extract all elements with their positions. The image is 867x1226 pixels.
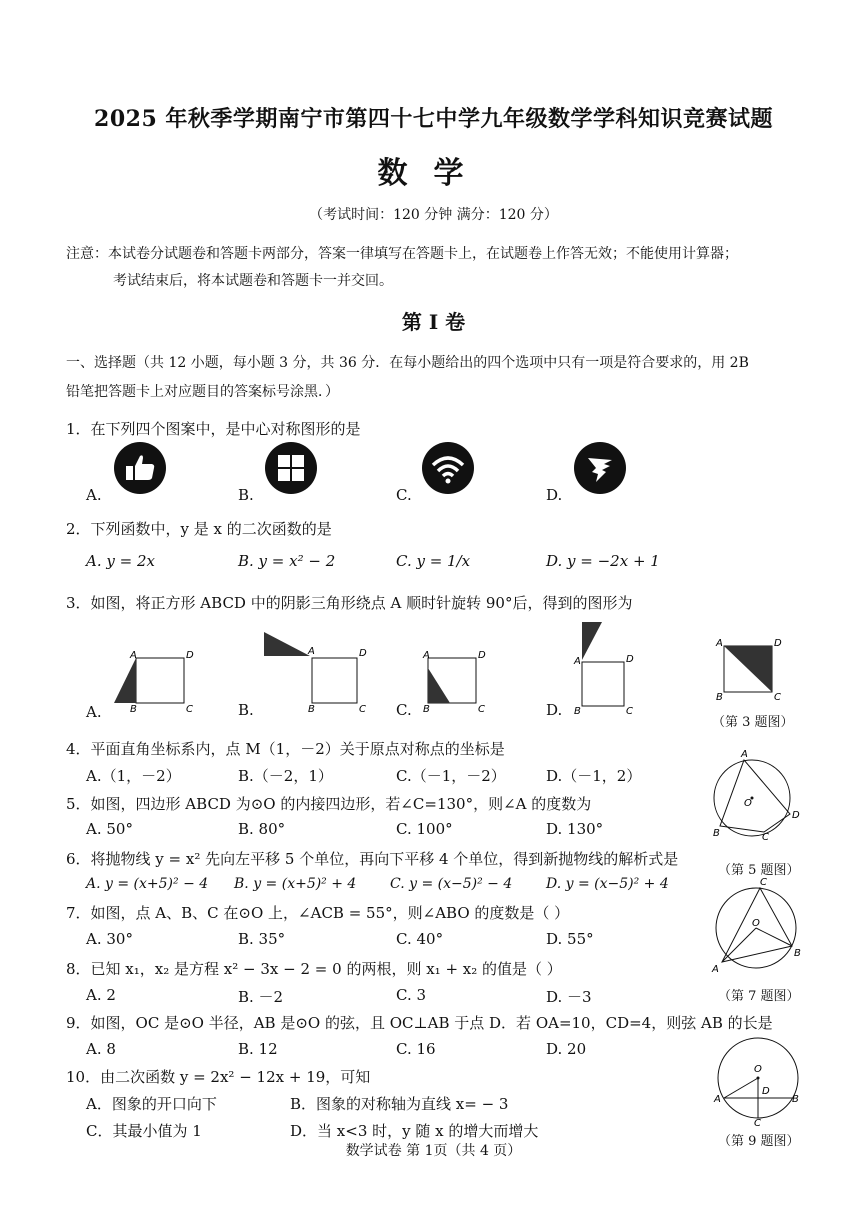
q7-option-d: D. 55° xyxy=(546,930,594,948)
question-1-stem: 1．在下列四个图案中，是中心对称图形的是 xyxy=(66,420,361,438)
q9-option-c: C. 16 xyxy=(396,1040,436,1058)
q8-option-b: B. －2 xyxy=(238,988,284,1006)
thumbs-up-icon xyxy=(114,442,166,494)
subject-title: 数学 xyxy=(377,156,490,191)
svg-text:C: C xyxy=(762,832,769,840)
svg-text:B: B xyxy=(794,948,801,959)
svg-text:A: A xyxy=(741,749,748,760)
svg-text:D: D xyxy=(792,810,800,821)
q3-original-figure xyxy=(712,636,782,702)
grid-icon xyxy=(265,442,317,494)
q3-option-a: A. xyxy=(86,703,102,721)
q1-option-d: D. xyxy=(546,486,563,504)
question-6-stem: 6．将抛物线 y = x² 先向左平移 5 个单位，再向下平移 4 个单位，得到新抛物线的解析式是 xyxy=(66,850,679,868)
q2-option-a: A. y = 2x xyxy=(86,552,155,570)
q9-option-b: B. 12 xyxy=(238,1040,278,1058)
part1-intro-line-1: 一、选择题（共 12 小题，每小题 3 分，共 36 分．在每小题给出的四个选项中只有一项是符合要求的，用 2B xyxy=(66,355,749,371)
question-9-stem: 9．如图，OC 是⊙O 半径，AB 是⊙O 的弦，且 OC⊥AB 于点 D．若 OA=10，CD=4，则弦 AB 的长是 xyxy=(66,1014,773,1032)
q1-option-b: B. xyxy=(238,486,254,504)
q5-option-b: B. 80° xyxy=(238,820,286,838)
svg-text:B: B xyxy=(713,828,720,839)
q10-option-b: B．图象的对称轴为直线 x= − 3 xyxy=(290,1095,509,1113)
notice-line-2: 考试结束后，将本试题卷和答题卡一并交回。 xyxy=(113,273,393,289)
q10-option-c: C．其最小值为 1 xyxy=(86,1122,202,1140)
svg-text:D: D xyxy=(359,648,367,659)
q4-option-b: B.（－2，1） xyxy=(238,767,333,785)
q7-option-c: C. 40° xyxy=(396,930,444,948)
q6-option-a: A. y = (x+5)² − 4 xyxy=(86,876,209,892)
q9-figure xyxy=(712,1032,804,1128)
svg-text:B: B xyxy=(792,1094,799,1105)
q3-option-b: B. xyxy=(238,701,254,719)
svg-text:O: O xyxy=(754,1064,762,1075)
q9-option-d: D. 20 xyxy=(546,1040,587,1058)
section-title: 第 Ⅰ 卷 xyxy=(401,310,466,334)
svg-text:D: D xyxy=(762,1086,770,1097)
part1-intro-line-2: 铅笔把答题卡上对应题目的答案标号涂黑．） xyxy=(66,384,339,400)
svg-text:C: C xyxy=(626,706,633,715)
q7-option-b: B. 35° xyxy=(238,930,286,948)
svg-text:D: D xyxy=(478,650,486,661)
q3-option-c: C. xyxy=(396,701,412,719)
q5-option-d: D. 130° xyxy=(546,820,604,838)
q3-caption: （第 3 题图） xyxy=(712,715,794,730)
svg-text:A: A xyxy=(423,650,430,661)
svg-text:D: D xyxy=(186,650,194,661)
q1-option-a: A. xyxy=(86,486,102,504)
question-5-stem: 5．如图，四边形 ABCD 为⊙O 的内接四边形，若∠C=130°，则∠A 的度数为 xyxy=(66,795,592,813)
q4-option-c: C.（－1，－2） xyxy=(396,767,506,785)
q6-option-d: D. y = (x−5)² + 4 xyxy=(546,876,669,892)
notice-line-1: 注意：本试卷分试题卷和答题卡两部分，答案一律填写在答题卡上，在试题卷上作答无效；不能使用计算器； xyxy=(66,246,738,262)
svg-text:A: A xyxy=(130,650,137,661)
svg-text:C: C xyxy=(359,704,366,715)
q9-option-a: A. 8 xyxy=(86,1040,116,1058)
question-10-stem: 10．由二次函数 y = 2x² − 12x + 19，可知 xyxy=(66,1068,371,1086)
q2-option-b: B. y = x² − 2 xyxy=(238,552,336,570)
svg-text:B: B xyxy=(130,704,137,715)
page-footer: 数学试卷 第 1页（共 4 页） xyxy=(345,1143,522,1159)
question-7-stem: 7．如图，点 A、B、C 在⊙O 上，∠ACB = 55°，则∠ABO 的度数是（ ） xyxy=(66,904,570,922)
q10-option-d: D．当 x<3 时，y 随 x 的增大而增大 xyxy=(290,1122,539,1140)
svg-text:B: B xyxy=(308,704,315,715)
q5-option-a: A. 50° xyxy=(86,820,133,838)
q8-option-d: D. －3 xyxy=(546,988,592,1006)
svg-text:C: C xyxy=(754,1118,761,1128)
q7-option-a: A. 30° xyxy=(86,930,133,948)
question-3-stem: 3．如图，将正方形 ABCD 中的阴影三角形绕点 A 顺时针旋转 90°后，得到的图形为 xyxy=(66,594,633,612)
svg-text:A: A xyxy=(716,638,723,649)
q8-option-c: C. 3 xyxy=(396,986,427,1004)
wing-icon xyxy=(574,442,626,494)
question-8-stem: 8．已知 x₁，x₂ 是方程 x² − 3x − 2 = 0 的两根，则 x₁ + x₂ 的值是（ ） xyxy=(66,960,562,978)
q7-figure xyxy=(708,876,804,976)
svg-text:B: B xyxy=(716,692,723,702)
q3-option-d: D. xyxy=(546,701,563,719)
svg-text:D: D xyxy=(774,638,782,649)
q2-option-d: D. y = −2x + 1 xyxy=(546,552,660,570)
svg-text:A: A xyxy=(712,964,719,975)
q3-figure-d xyxy=(570,620,640,715)
svg-text:B: B xyxy=(574,706,581,715)
q7-caption: （第 7 题图） xyxy=(718,989,800,1004)
svg-text:A: A xyxy=(574,656,581,667)
q4-option-d: D.（－1，2） xyxy=(546,767,642,785)
svg-text:D: D xyxy=(626,654,634,665)
exam-title: 2025 年秋季学期南宁市第四十七中学九年级数学学科知识竞赛试题 xyxy=(94,106,773,132)
svg-text:C: C xyxy=(186,704,193,715)
svg-text:A: A xyxy=(308,646,315,657)
question-2-stem: 2．下列函数中，y 是 x 的二次函数的是 xyxy=(66,520,332,538)
svg-text:B: B xyxy=(423,704,430,715)
q6-option-b: B. y = (x+5)² + 4 xyxy=(234,876,357,892)
q8-option-a: A. 2 xyxy=(86,986,116,1004)
svg-text:C: C xyxy=(760,877,767,888)
svg-text:O: O xyxy=(752,918,760,929)
q1-option-c: C. xyxy=(396,486,412,504)
wifi-icon xyxy=(422,442,474,494)
q9-caption: （第 9 题图） xyxy=(718,1134,800,1149)
q6-option-c: C. y = (x−5)² − 4 xyxy=(390,876,513,892)
q2-option-c: C. y = 1/x xyxy=(396,552,471,570)
q5-option-c: C. 100° xyxy=(396,820,453,838)
q3-figure-a xyxy=(104,650,194,715)
q3-figure-c xyxy=(420,650,500,715)
svg-text:C: C xyxy=(774,692,781,702)
svg-text:C: C xyxy=(478,704,485,715)
svg-text:O: O xyxy=(744,798,752,809)
q5-caption: （第 5 题图） xyxy=(718,863,800,878)
q4-option-a: A.（1，－2） xyxy=(86,767,181,785)
exam-info: （考试时间：120 分钟 满分：120 分） xyxy=(309,207,558,223)
q10-option-a: A．图象的开口向下 xyxy=(86,1095,217,1113)
question-4-stem: 4．平面直角坐标系内，点 M（1，－2）关于原点对称点的坐标是 xyxy=(66,740,505,758)
svg-text:A: A xyxy=(714,1094,721,1105)
q3-figure-b xyxy=(262,630,372,715)
q5-figure xyxy=(706,748,802,840)
